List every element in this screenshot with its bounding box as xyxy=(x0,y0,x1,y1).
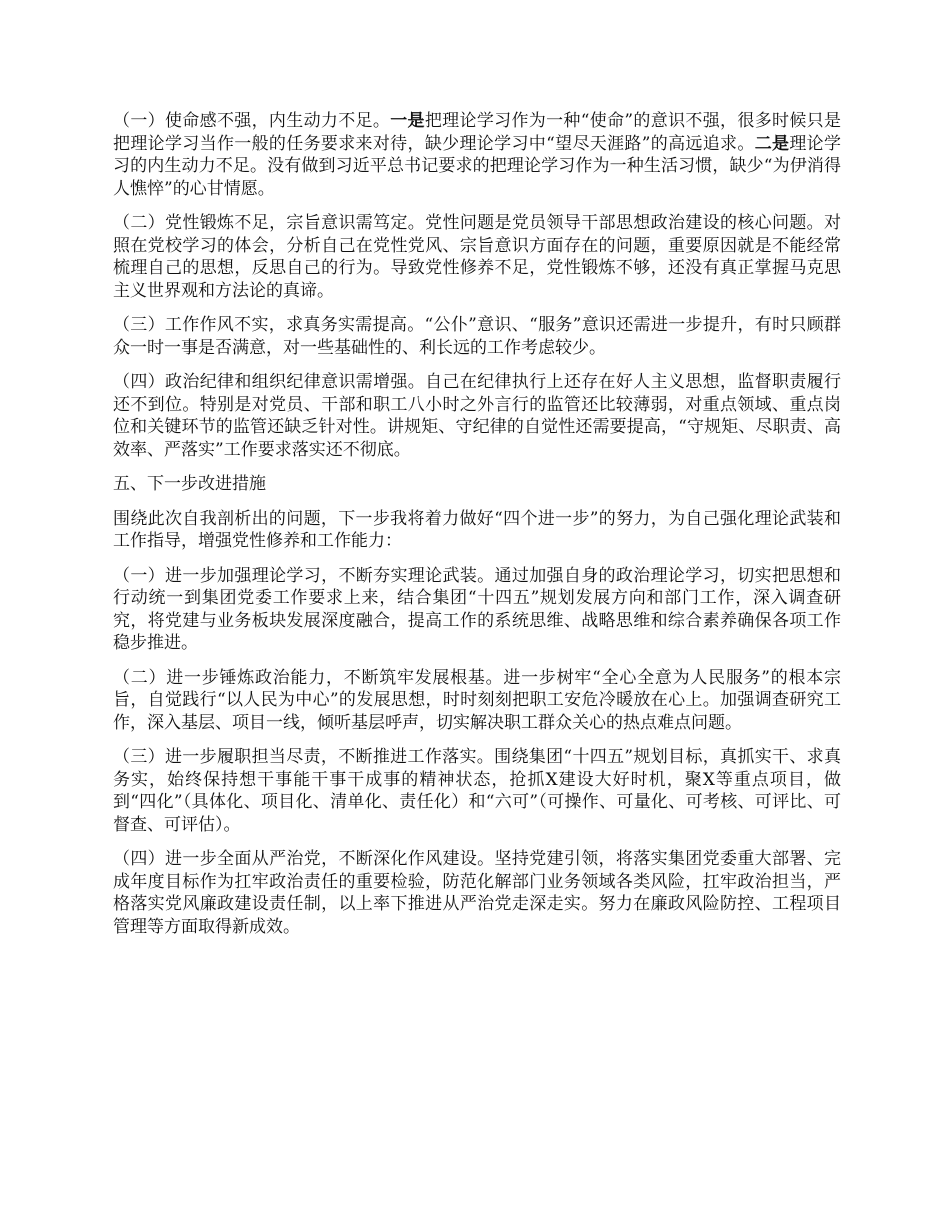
paragraph-theory-study: （一）进一步加强理论学习，不断夯实理论武装。通过加强自身的政治理论学习，切实把思想和行动统一到集团党委工作要求上来，结合集团“十四五”规划发展方向和部门工作，深入调查研究，将党建与业务板块发展深度融合，提高工作的系统思维、战略思维和综合素养确保各项工作稳步推进。 xyxy=(113,565,841,653)
paragraph-discipline: （四）政治纪律和组织纪律意识需增强。自己在纪律执行上还存在好人主义思想，监督职责履行还不到位。特别是对党员、干部和职工八小时之外言行的监管还比较薄弱，对重点领域、重点岗位和关键环节的监管还缺乏针对性。讲规矩、守纪律的自觉性还需要提高，“守规矩、尽职责、高效率、严落实”工作要求落实还不彻底。 xyxy=(113,372,841,460)
paragraph-mission-lead: （一）使命感不强，内生动力不足。 xyxy=(113,111,391,131)
paragraph-political-ability: （二）进一步锤炼政治能力，不断筑牢发展根基。进一步树牢“全心全意为人民服务”的根本宗旨，自觉践行“以人民为中心”的发展思想，时时刻刻把职工安危冷暖放在心上。加强调查研究工作，深入基层、项目一线，倾听基层呼声，切实解决职工群众关心的热点难点问题。 xyxy=(113,667,841,733)
paragraph-improvement-intro: 围绕此次自我剖析出的问题，下一步我将着力做好“四个进一步”的努力，为自己强化理论武装和工作指导，增强党性修养和工作能力： xyxy=(113,508,841,551)
point-two-label: 二是 xyxy=(754,133,790,154)
paragraph-work-style: （三）工作作风不实，求真务实需提高。“公仆”意识、“服务”意识还需进一步提升，有时只顾群众一时一事是否满意，对一些基础性的、利长远的工作考虑较少。 xyxy=(113,315,841,358)
point-one-label: 一是 xyxy=(390,111,425,131)
paragraph-mission-text-1: 把理论学习作为一种“使命”的意识不强，很多时候只是把理论学习当作一般的任务要求来对待，缺少理论学习中“望尽天涯路”的高远追求。 xyxy=(113,111,842,154)
paragraph-duty-fulfillment: （三）进一步履职担当尽责，不断推进工作落实。围绕集团“十四五”规划目标，真抓实干、求真务实，始终保持想干事能干事干成事的精神状态，抢抓X建设大好时机，聚X等重点项目，做到“四化”（具体化、项目化、清单化、责任化）和“六可”（可操作、可量化、可考核、可评比、可督查、可评估）。 xyxy=(113,747,841,835)
paragraph-party-spirit: （二）党性锻炼不足，宗旨意识需笃定。党性问题是党员领导干部思想政治建设的核心问题。对照在党校学习的体会，分析自己在党性党风、宗旨意识方面存在的问题，重要原因就是不能经常梳理自己的思想，反思自己的行为。导致党性修养不足，党性锻炼不够，还没有真正掌握马克思主义世界观和方法论的真谛。 xyxy=(113,213,841,301)
section-heading-improvement: 五、下一步改进措施 xyxy=(113,474,266,494)
paragraph-mission xyxy=(113,110,841,200)
paragraph-mission-text-2: 理论学习的内生动力不足。没有做到习近平总书记要求的把理论学习作为一种生活习惯，缺少“为伊消得人憔悴”的心甘情愿。 xyxy=(113,133,842,199)
paragraph-strict-governance: （四）进一步全面从严治党，不断深化作风建设。坚持党建引领，将落实集团党委重大部署、完成年度目标作为扛牢政治责任的重要检验，防范化解部门业务领域各类风险，扛牢政治担当，严格落实党风廉政建设责任制，以上率下推进从严治党走深走实。努力在廉政风险防控、工程项目管理等方面取得新成效。 xyxy=(113,849,841,937)
document-page xyxy=(113,110,841,950)
